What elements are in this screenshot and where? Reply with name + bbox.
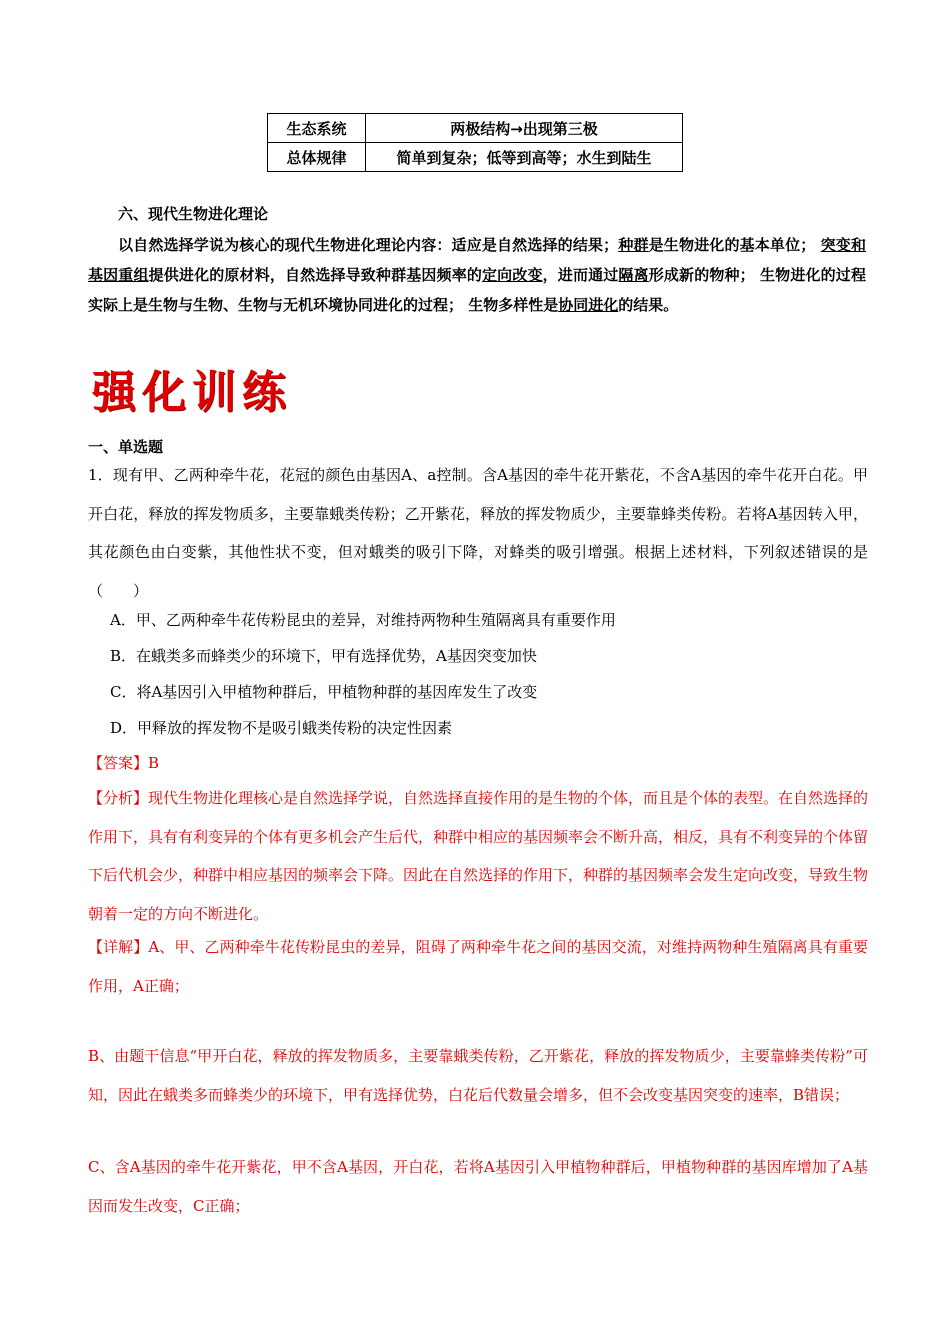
option-c: C．将A基因引入甲植物种群后，甲植物种群的基因库发生了改变 [110,683,538,701]
answer-line: 【答案】B [88,754,160,772]
text-run: ，进而通过 [542,266,619,284]
question-stem: 1．现有甲、乙两种牵牛花，花冠的颜色由基因A、a控制。含A基因的牵牛花开紫花，不含A基因的牵牛花开白花。甲开白花，释放的挥发物质多，主要靠蛾类传粉；乙开紫花，释放的挥发物质少，主要靠蜂类传粉。若将A基因转入甲，其花颜色由白变紫，其他性状不变，但对蛾类的吸引下降，对蜂类的吸引增强。根据上述材料，下列叙述错误的是（ ） [88,466,868,600]
option-d: D．甲释放的挥发物不是吸引蛾类传粉的决定性因素 [110,719,453,737]
text-run: 的结果。 [618,296,679,314]
underlined-term: 突变和基因重组 [88,236,866,284]
analysis-paragraph: 【分析】现代生物进化理核心是自然选择学说，自然选择直接作用的是生物的个体，而且是个体的表型。在自然选择的作用下，具有有利变异的个体有更多机会产生后代，种群中相应的基因频率会不断升高，相反，具有不利变异的个体留下后代机会少，种群中相应基因的频率会下降。因此在自然选择的作用下，种群的基因频率会发生定向改变，导致生物朝着一定的方向不断进化。 [88,789,869,923]
theory-paragraph [88,230,866,320]
detail-a-paragraph: 【详解】A、甲、乙两种牵牛花传粉昆虫的差异，阻碍了两种牵牛花之间的基因交流，对维持两物种生殖隔离具有重要作用，A正确； [88,938,868,995]
table-row [268,143,683,172]
table-cell: 简单到复杂；低等到高等；水生到陆生 [366,143,683,172]
table-cell: 总体规律 [268,143,366,172]
underlined-term: 隔离 [618,266,649,284]
table-row [268,114,683,143]
underlined-term: 定向改变 [482,266,543,284]
text-run: 提供进化的原材料，自然选择导致种群基因频率的 [148,266,483,284]
question-section-title: 一、单选题 [88,438,164,456]
text-run: 是生物进化的基本单位； [648,236,821,254]
table-cell: 两极结构→出现第三极 [366,114,683,143]
detail-c-paragraph: C、含A基因的牵牛花开紫花，甲不含A基因，开白花，若将A基因引入甲植物种群后，甲植物种群的基因库增加了A基因而发生改变，C正确； [88,1158,868,1215]
option-b: B．在蛾类多而蜂类少的环境下，甲有选择优势，A基因突变加快 [110,647,537,665]
underlined-term: 种群 [618,236,649,254]
section-heading: 六、现代生物进化理论 [118,205,269,223]
detail-b-paragraph: B、由题干信息“甲开白花，释放的挥发物质多，主要靠蛾类传粉，乙开紫花，释放的挥发物质少，主要靠蜂类传粉”可知，因此在蛾类多而蜂类少的环境下，甲有选择优势，白花后代数量会增多，但不会改变基因突变的速率，B错误； [88,1047,868,1104]
summary-table [267,113,683,172]
option-a: A．甲、乙两种牵牛花传粉昆虫的差异，对维持两物种生殖隔离具有重要作用 [110,611,616,629]
text-run: 以自然选择学说为核心的现代生物进化理论内容：适应是自然选择的结果； [118,236,619,254]
underlined-term: 协同进化 [558,296,619,314]
text-run: 形成新的物种； 生物进化的过程实际上是生物与生物、生物与无机环境协同进化的过程； 生物多样性是 [88,266,866,314]
table-cell: 生态系统 [268,114,366,143]
training-banner: 强化训练 [92,367,292,418]
